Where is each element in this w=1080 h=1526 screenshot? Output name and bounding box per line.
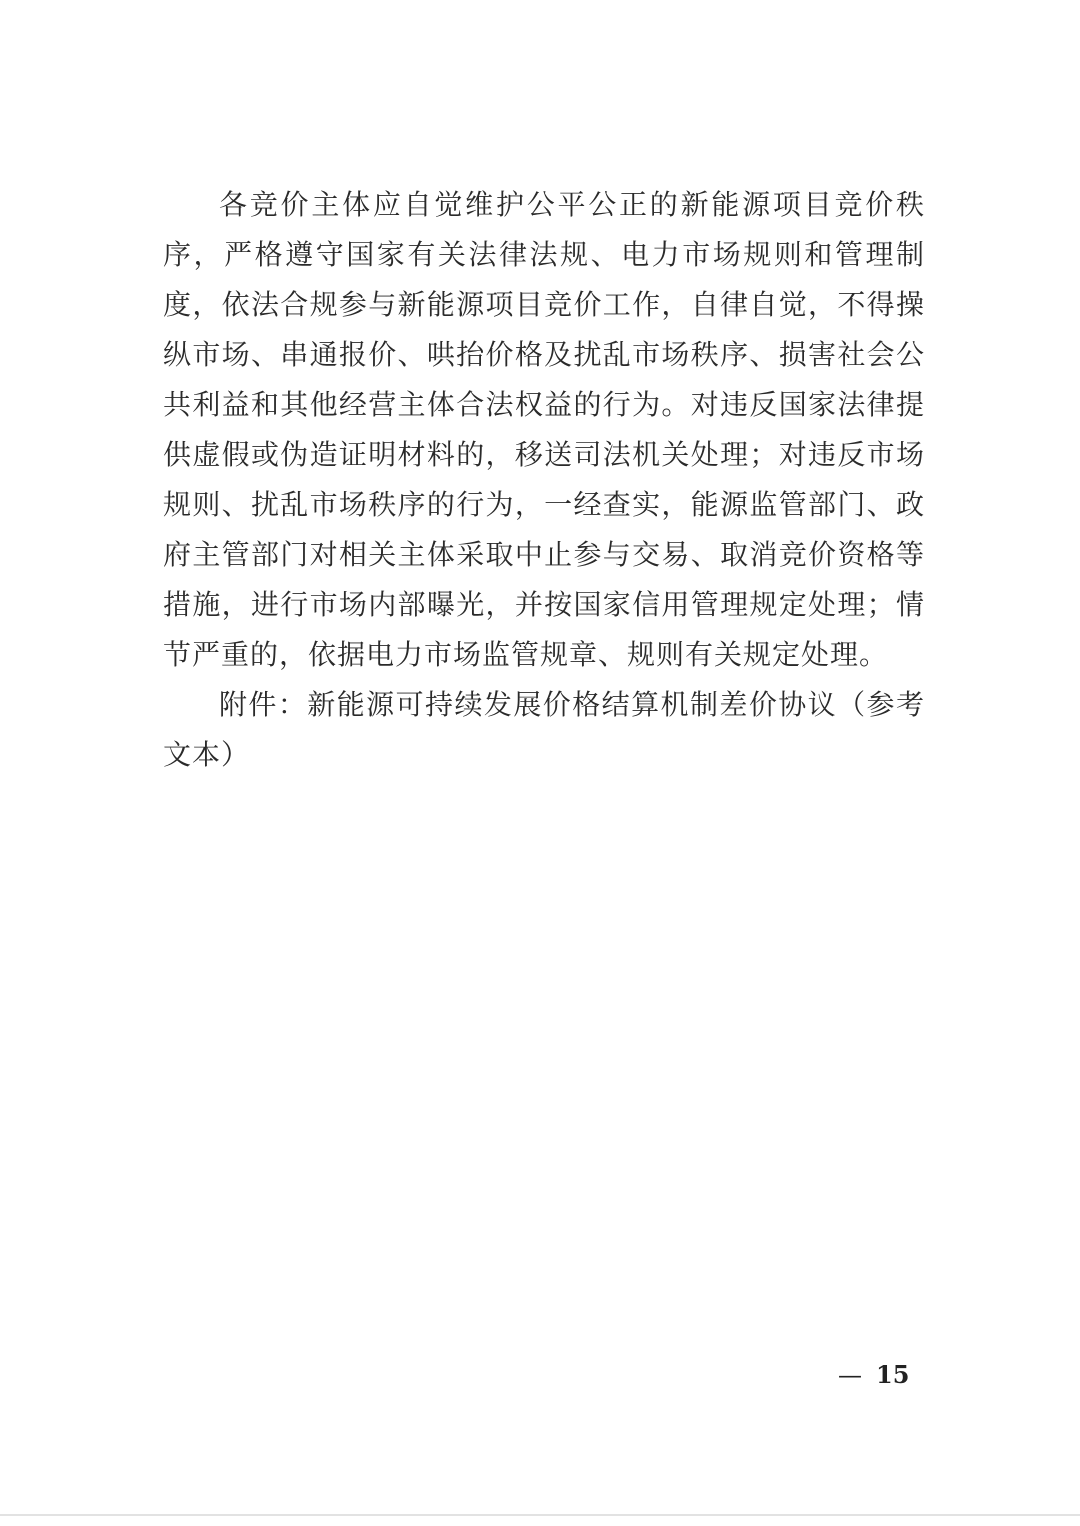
page-number-dash: — [838,1361,862,1389]
page-bottom-edge [0,1514,1080,1516]
paragraph-bidding-order: 各竞价主体应自觉维护公平公正的新能源项目竞价秩序，严格遵守国家有关法律法规、电力市场规则和管理制度，依法合规参与新能源项目竞价工作，自律自觉，不得操纵市场、串通报价、哄抬价格及扰乱市场秩序、损害社会公共利益和其他经营主体合法权益的行为。对违反国家法律提供虚假或伪造证明材料的，移送司法机关处理；对违反市场规则、扰乱市场秩序的行为，一经查实，能源监管部门、政府主管部门对相关主体采取中止参与交易、取消竞价资格等措施，进行市场内部曝光，并按国家信用管理规定处理；情节严重的，依据电力市场监管规章、规则有关规定处理。 [163,188,925,671]
paragraph-attachment: 附件：新能源可持续发展价格结算机制差价协议（参考文本） [163,688,925,771]
page-number-footer [838,1360,909,1389]
document-body [163,180,925,780]
page-number: 15 [876,1360,910,1389]
